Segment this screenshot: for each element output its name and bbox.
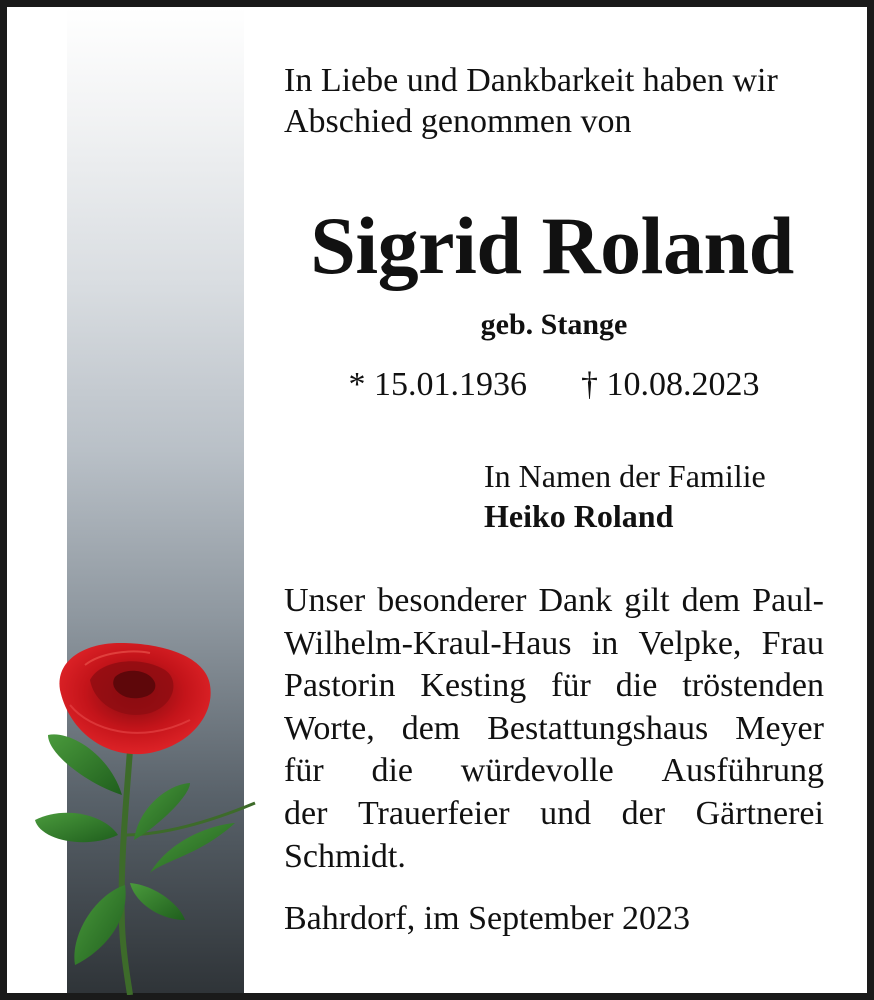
thanks-line xyxy=(284,623,824,666)
thanks-word: der xyxy=(621,794,666,832)
thanks-word: und xyxy=(540,794,592,832)
thanks-word: Frau xyxy=(761,624,824,662)
thanks-word: der xyxy=(284,794,328,832)
thanks-line xyxy=(284,665,824,708)
thanks-word: Schmidt. xyxy=(284,837,406,875)
thanks-word: würdevolle xyxy=(460,752,614,790)
thanks-word: Paul- xyxy=(752,582,824,619)
thanks-line xyxy=(284,793,824,836)
thanks-line xyxy=(284,708,824,751)
place-date: Bahrdorf, im September 2023 xyxy=(284,900,691,937)
thanks-word: die xyxy=(615,667,658,705)
thanks-word: dem xyxy=(401,709,461,747)
maiden-name: geb. Stange xyxy=(480,308,628,341)
thanks-word: Unser xyxy=(284,582,366,619)
thanks-word: Pastorin xyxy=(284,667,396,705)
family-name: Heiko Roland xyxy=(484,498,674,534)
thanks-paragraph xyxy=(284,580,824,878)
thanks-word: für xyxy=(551,667,591,705)
thanks-word: Gärtnerei xyxy=(695,794,824,832)
birth-date: * 15.01.1936 xyxy=(348,366,527,403)
thanks-word: Dank xyxy=(538,582,613,619)
thanks-word: Bestattungshaus xyxy=(487,709,709,747)
thanks-word: für xyxy=(284,752,324,790)
family-signature xyxy=(484,456,766,536)
thanks-word: Kesting xyxy=(420,667,527,705)
thanks-word: tröstenden xyxy=(682,667,824,705)
thanks-word: die xyxy=(371,752,413,790)
death-date: † 10.08.2023 xyxy=(581,366,760,403)
life-dates xyxy=(284,363,824,407)
thanks-word: in xyxy=(591,624,619,662)
thanks-word: Worte, xyxy=(284,709,375,747)
red-rose-image xyxy=(30,635,270,995)
family-line: In Namen der Familie xyxy=(484,458,766,494)
thanks-word: dem xyxy=(681,582,741,619)
thanks-line xyxy=(284,836,824,879)
thanks-line xyxy=(284,580,824,623)
thanks-line xyxy=(284,750,824,793)
thanks-word: besonderer xyxy=(377,582,527,619)
thanks-word: Meyer xyxy=(735,709,824,747)
intro-line-2: Abschied genommen von xyxy=(284,103,632,140)
thanks-word: Ausführung xyxy=(661,752,824,790)
thanks-word: Velpke, xyxy=(638,624,742,662)
thanks-word: Wilhelm-Kraul-Haus xyxy=(284,624,572,662)
thanks-word: gilt xyxy=(624,582,670,619)
deceased-name: Sigrid Roland xyxy=(310,200,794,291)
intro-text xyxy=(284,60,824,142)
thanks-word: Trauerfeier xyxy=(357,794,510,832)
intro-line-1: In Liebe und Dankbarkeit haben wir xyxy=(284,62,778,99)
